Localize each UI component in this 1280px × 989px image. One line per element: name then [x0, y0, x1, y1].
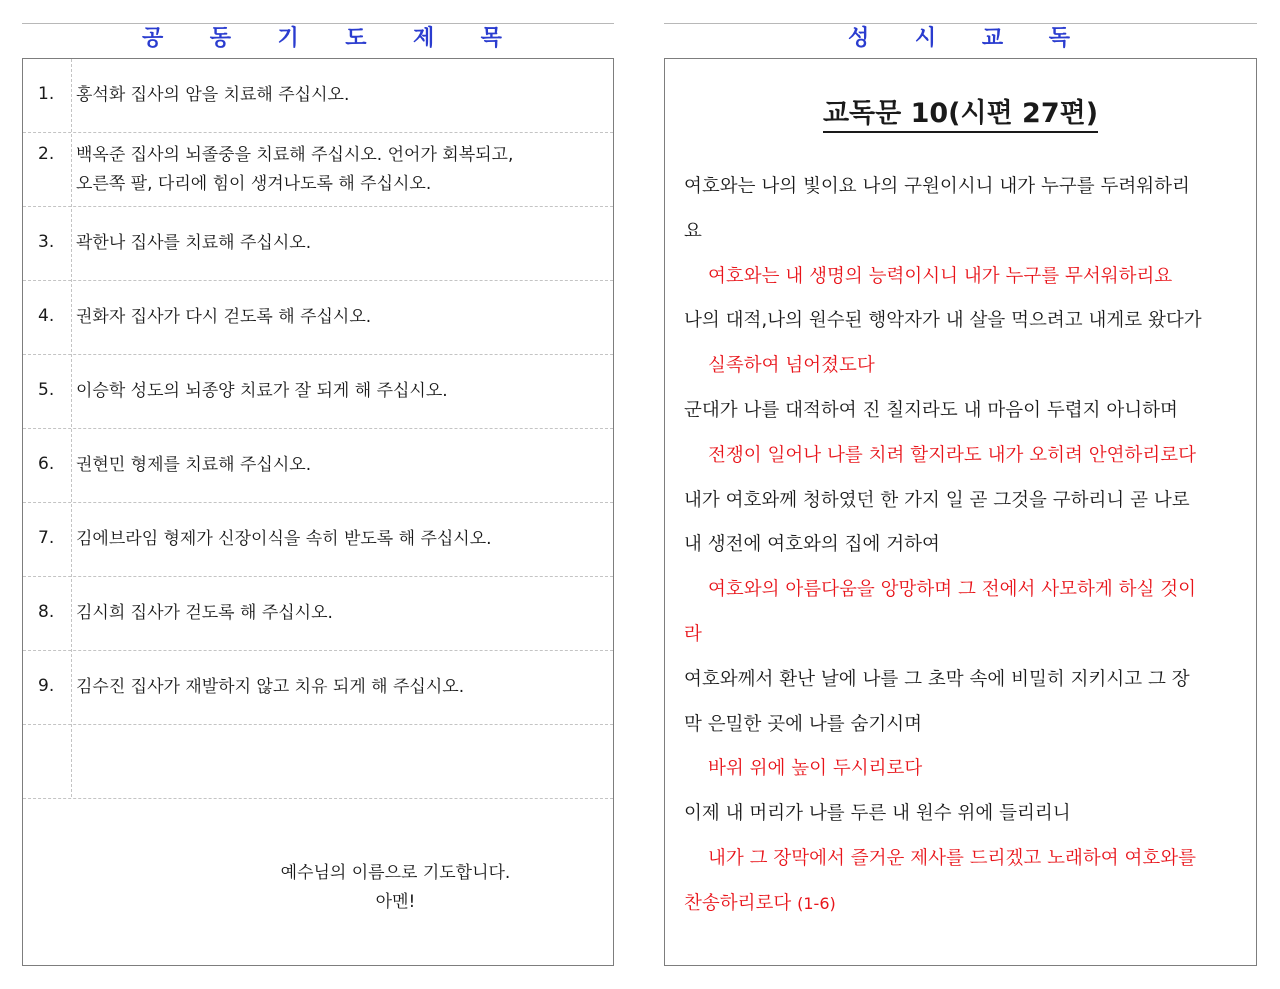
verse-text: 여호와의 아름다움을 앙망하며 그 전에서 사모하게 하실 것이: [708, 579, 1196, 601]
prayer-text: [76, 673, 596, 702]
verse-text: 나의 대적,나의 원수된 행악자가 내 살을 먹으려고 내게로 왔다가: [684, 310, 1202, 332]
prayer-row: [23, 59, 613, 133]
prayer-heading-char: 공: [142, 26, 164, 51]
response-line: [684, 568, 1256, 613]
prayer-text: [76, 377, 596, 406]
prayer-text: [76, 81, 596, 110]
prayer-text-line: 권현민 형제를 치료해 주십시오.: [76, 455, 312, 475]
leader-line: [684, 389, 1256, 434]
prayer-text-line: 김시희 집사가 걷도록 해 주십시오.: [76, 603, 333, 623]
amen-line: 아멘!: [375, 892, 416, 912]
prayer-heading-char: 목: [480, 26, 502, 51]
closing-prayer: [243, 859, 548, 917]
prayer-number: 4.: [38, 306, 55, 326]
verse-text: 내가 그 장막에서 즐거운 제사를 드리겠고 노래하여 여호와를: [708, 847, 1196, 869]
response-line: [684, 837, 1256, 882]
prayer-number: 7.: [38, 528, 55, 548]
response-line: [684, 434, 1256, 479]
prayer-row: [23, 207, 613, 281]
prayer-heading-char: 제: [412, 26, 435, 51]
verse-reference: (1-6): [797, 893, 836, 913]
responsive-reading-box: [664, 58, 1257, 966]
prayer-text: [76, 303, 596, 332]
reading-heading-char: 독: [1048, 26, 1070, 51]
prayer-number: 8.: [38, 602, 55, 622]
leader-line: [684, 658, 1256, 703]
prayer-text-line: 오른쪽 팔, 다리에 힘이 생겨나도록 해 주십시오.: [76, 174, 432, 194]
prayer-heading: [142, 24, 502, 54]
response-line: [684, 344, 1256, 389]
prayer-row: [23, 281, 613, 355]
reading-title-text: 교독문 10(시편 27편): [823, 98, 1098, 133]
prayer-text: [76, 525, 596, 554]
prayer-text: [76, 141, 596, 199]
prayer-number: 9.: [38, 676, 55, 696]
verse-text: 이제 내 머리가 나를 두른 내 원수 위에 들리리니: [684, 803, 1071, 825]
reading-heading-char: 성: [848, 26, 870, 51]
verse-text: 내가 여호와께 청하였던 한 가지 일 곧 그것을 구하리니 곧 나로: [684, 489, 1190, 511]
prayer-number: 5.: [38, 380, 55, 400]
prayer-text-line: 김수진 집사가 재발하지 않고 치유 되게 해 주십시오.: [76, 677, 465, 697]
verse-text: 바위 위에 높이 두시리로다: [708, 758, 923, 780]
reading-title: [665, 91, 1256, 130]
prayer-text: [76, 451, 596, 480]
verse-text: 요: [684, 220, 702, 242]
verse-text: 전쟁이 일어나 나를 치려 할지라도 내가 오히려 안연하리로다: [708, 444, 1196, 466]
reading-heading: [848, 24, 1070, 54]
prayer-heading-char: 기: [277, 26, 299, 51]
verse-text: 실족하여 넘어졌도다: [708, 355, 875, 377]
prayer-row: [23, 577, 613, 651]
prayer-row: [23, 429, 613, 503]
prayer-number: 3.: [38, 232, 55, 252]
verse-text: 여호와께서 환난 날에 나를 그 초막 속에 비밀히 지키시고 그 장: [684, 668, 1190, 690]
prayer-heading-char: 동: [209, 26, 231, 51]
prayer-row: [23, 133, 613, 207]
reading-heading-char: 시: [914, 26, 937, 51]
reading-heading-char: 교: [981, 26, 1004, 51]
response-line: [684, 747, 1256, 792]
prayer-list-box: [22, 58, 614, 966]
prayer-number: 6.: [38, 454, 55, 474]
prayer-heading-char: 도: [345, 26, 367, 51]
verse-text: 내 생전에 여호와의 집에 거하여: [684, 534, 940, 556]
leader-line: [684, 479, 1256, 524]
verse-text: 막 은밀한 곳에 나를 숨기시며: [684, 713, 922, 735]
verse-text: 여호와는 나의 빛이요 나의 구원이시니 내가 누구를 두려워하리: [684, 176, 1190, 197]
prayer-number: 1.: [38, 84, 55, 104]
leader-line: [684, 210, 1256, 255]
prayer-row: [23, 355, 613, 429]
prayer-row: [23, 503, 613, 577]
prayer-text-line: 김에브라임 형제가 신장이식을 속히 받도록 해 주십시오.: [76, 529, 492, 549]
leader-line: [684, 299, 1256, 344]
response-line: [684, 255, 1256, 300]
prayer-row: [23, 651, 613, 725]
prayer-number: 2.: [38, 144, 55, 164]
prayer-text: [76, 229, 596, 258]
prayer-row: [23, 725, 613, 799]
response-line: [684, 882, 1256, 927]
leader-line: [684, 523, 1256, 568]
leader-line: [684, 165, 1256, 210]
prayer-text-line: 홍석화 집사의 암을 치료해 주십시오.: [76, 85, 350, 105]
verse-text: 여호와는 내 생명의 능력이시니 내가 누구를 무서워하리요: [708, 265, 1173, 287]
closing-line: 예수님의 이름으로 기도합니다.: [280, 863, 511, 883]
prayer-text-line: 권화자 집사가 다시 걷도록 해 주십시오.: [76, 307, 372, 327]
prayer-text-line: 백옥준 집사의 뇌졸중을 치료해 주십시오. 언어가 회복되고,: [76, 145, 514, 165]
reading-verses: [684, 165, 1256, 927]
verse-text: 라: [684, 623, 702, 645]
leader-line: [684, 792, 1256, 837]
verse-text: 찬송하리로다: [684, 892, 792, 914]
verse-text: 군대가 나를 대적하여 진 칠지라도 내 마음이 두렵지 아니하며: [684, 399, 1178, 421]
leader-line: [684, 703, 1256, 748]
prayer-text-line: 곽한나 집사를 치료해 주십시오.: [76, 233, 312, 253]
response-line: [684, 613, 1256, 658]
prayer-text-line: 이승학 성도의 뇌종양 치료가 잘 되게 해 주십시오.: [76, 381, 448, 401]
prayer-text: [76, 599, 596, 628]
